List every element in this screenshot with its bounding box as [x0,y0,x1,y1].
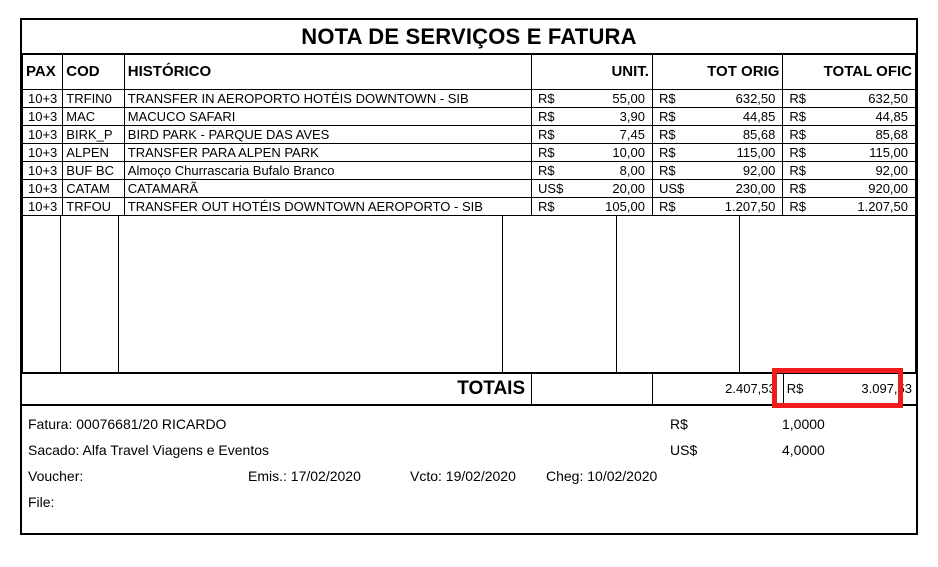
row-total-ofic-value: 85,68 [875,126,908,142]
row-total-ofic [783,161,916,179]
table-row [23,107,916,125]
row-total-ofic-value: 92,00 [875,162,908,178]
row-unit-currency: R$ [538,90,555,106]
row-tot-orig [652,89,782,107]
column-header-pax: PAX [23,55,63,89]
services-table [22,55,916,216]
arrival-date-group [546,468,657,484]
row-historico: TRANSFER PARA ALPEN PARK [124,143,531,161]
emission-date-group [248,468,361,484]
rate-usd-label: US$ [670,441,698,458]
row-unit-value: 10,00 [612,144,645,160]
row-tot-orig [652,107,782,125]
row-unit [532,161,653,179]
table-row [23,197,916,215]
row-total-ofic-value: 44,85 [875,108,908,124]
row-historico: Almoço Churrascaria Bufalo Branco [124,161,531,179]
row-tot-orig [652,143,782,161]
sacado-label: Sacado: [28,441,80,458]
row-total-ofic-currency: R$ [789,108,806,124]
table-header [23,55,916,89]
row-unit-currency: R$ [538,198,555,214]
row-unit-currency: US$ [538,180,564,196]
grid-line-pax [60,216,61,372]
table-body [23,89,916,215]
row-cod: TRFOU [63,197,125,215]
row-unit-currency: R$ [538,126,555,142]
row-unit-value: 3,90 [619,108,645,124]
row-unit [532,125,653,143]
row-total-ofic [783,179,916,197]
totals-label: TOTAIS [22,374,532,404]
row-total-ofic-value: 632,50 [868,90,908,106]
row-tot-orig-value: 1.207,50 [724,198,776,214]
row-tot-orig-currency: R$ [658,144,676,160]
grid-line-left [22,216,23,372]
arrival-value: 10/02/2020 [587,467,658,484]
invoice-footer [22,406,916,518]
grid-line-right [915,216,916,372]
table-header-row [23,55,916,89]
row-pax: 10+3 [23,143,63,161]
row-historico: TRANSFER IN AEROPORTO HOTÉIS DOWNTOWN - SIB [124,89,531,107]
row-cod: ALPEN [63,143,125,161]
row-tot-orig [652,125,782,143]
row-unit-value: 20,00 [612,180,645,196]
rate-usd-value: 4,0000 [782,441,825,458]
blank-area-column-lines [22,216,916,372]
row-tot-orig-currency: US$ [658,180,685,196]
totals-tot-orig: 2.407,53 [653,374,784,404]
row-historico: MACUCO SAFARI [124,107,531,125]
blank-rows-area [22,216,916,372]
totals-total-ofic-cell [783,374,916,404]
row-cod: MAC [63,107,125,125]
row-tot-orig [652,179,782,197]
row-total-ofic [783,107,916,125]
row-unit [532,107,653,125]
row-total-ofic [783,125,916,143]
table-row [23,179,916,197]
row-pax: 10+3 [23,197,63,215]
row-tot-orig-currency: R$ [658,126,676,142]
page-title: NOTA DE SERVIÇOS E FATURA [301,23,637,49]
row-pax: 10+3 [23,125,63,143]
invoice-frame [20,18,918,535]
row-unit-currency: R$ [538,162,555,178]
row-tot-orig-value: 230,00 [735,180,776,196]
column-header-historico: HISTÓRICO [124,55,531,89]
row-unit-value: 7,45 [619,126,645,142]
row-total-ofic [783,143,916,161]
row-total-ofic-currency: R$ [789,180,806,196]
grid-line-unit [616,216,617,372]
fatura-label: Fatura: [28,415,73,432]
column-header-total-ofic: TOTAL OFIC [783,55,916,89]
row-tot-orig-currency: R$ [658,162,676,178]
column-header-tot-orig: TOT ORIG [652,55,782,89]
totals-total-ofic-currency: R$ [786,381,804,396]
grid-line-tot [739,216,740,372]
grid-line-cod [118,216,119,372]
row-tot-orig-value: 92,00 [742,162,776,178]
row-tot-orig-value: 85,68 [742,126,776,142]
row-tot-orig-currency: R$ [658,90,676,106]
row-tot-orig-currency: R$ [658,108,676,124]
fatura-line [28,416,226,432]
row-total-ofic-currency: R$ [789,162,806,178]
row-pax: 10+3 [23,107,63,125]
row-unit-value: 55,00 [612,90,645,106]
row-tot-orig-value: 44,85 [742,108,776,124]
fatura-value: 00076681/20 RICARDO [76,415,227,432]
row-tot-orig-value: 115,00 [736,144,776,160]
row-historico: TRANSFER OUT HOTÉIS DOWNTOWN AEROPORTO - SIB [124,197,531,215]
row-total-ofic-currency: R$ [789,144,806,160]
row-total-ofic-value: 1.207,50 [857,198,908,214]
table-row [23,89,916,107]
table-row [23,125,916,143]
column-header-cod: COD [63,55,125,89]
row-cod: BIRK_P [63,125,125,143]
document-title-row [22,20,916,55]
row-unit [532,179,653,197]
row-total-ofic-value: 920,00 [868,180,908,196]
row-tot-orig-value: 632,50 [735,90,776,106]
row-historico: CATAMARÃ [124,179,531,197]
row-pax: 10+3 [23,161,63,179]
column-header-unit: UNIT. [532,55,653,89]
arrival-label: Cheg: [546,467,584,484]
row-total-ofic-currency: R$ [789,126,806,142]
row-unit [532,197,653,215]
row-total-ofic [783,197,916,215]
row-tot-orig-currency: R$ [658,198,676,214]
row-pax: 10+3 [23,179,63,197]
row-unit [532,143,653,161]
voucher-label: Voucher: [28,467,84,484]
due-label: Vcto: [410,467,442,484]
emission-value: 17/02/2020 [290,467,361,484]
due-date-group [410,468,516,484]
due-value: 19/02/2020 [445,467,516,484]
row-tot-orig [652,161,782,179]
table-row [23,143,916,161]
grid-line-hist [502,216,503,372]
row-total-ofic-value: 115,00 [869,144,908,160]
row-cod: TRFIN0 [63,89,125,107]
file-label: File: [28,493,55,510]
totals-total-ofic-value: 3.097,53 [861,381,912,396]
row-pax: 10+3 [23,89,63,107]
row-unit-currency: R$ [538,108,555,124]
row-historico: BIRD PARK - PARQUE DAS AVES [124,125,531,143]
row-total-ofic-currency: R$ [789,90,806,106]
row-total-ofic-currency: R$ [789,198,806,214]
sacado-line [28,442,269,458]
row-unit-value: 105,00 [605,198,645,214]
sacado-value: Alfa Travel Viagens e Eventos [82,441,270,458]
totals-unit-blank [532,374,653,404]
table-row [23,161,916,179]
row-cod: BUF BC [63,161,125,179]
row-unit [532,89,653,107]
row-unit-currency: R$ [538,144,555,160]
totals-row [22,372,916,406]
rate-brl-value: 1,0000 [782,415,825,432]
row-total-ofic [783,89,916,107]
row-cod: CATAM [63,179,125,197]
row-tot-orig [652,197,782,215]
row-unit-value: 8,00 [619,162,645,178]
emission-label: Emis.: [248,467,287,484]
rate-brl-label: R$ [670,415,688,432]
